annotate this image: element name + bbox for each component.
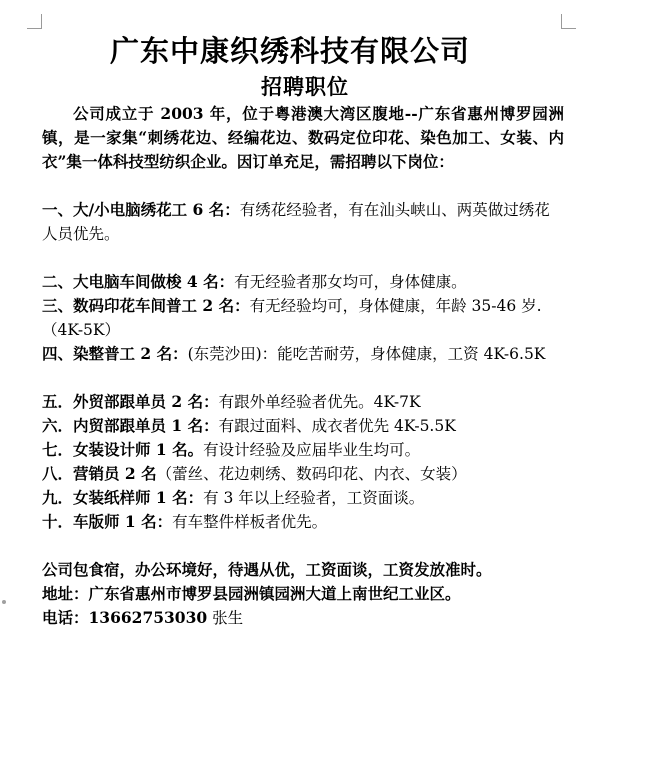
spacer — [42, 366, 564, 390]
spacer — [42, 246, 564, 270]
position-desc: 有车整件样板者优先。 — [172, 513, 328, 531]
address-value: 广东省惠州市博罗县园洲镇园洲大道上南世纪工业区。 — [88, 584, 461, 603]
page-heading: 招聘职位 — [261, 74, 349, 99]
position-title: 九．女装纸样师 1 名： — [42, 488, 204, 507]
position-title: 三、数码印花车间普工 2 名： — [42, 296, 250, 315]
crop-mark-top-left — [27, 14, 42, 29]
address-line — [42, 582, 564, 606]
position-desc: 有无经验均可，身体健康，年龄 35-46 岁.（4K-5K） — [42, 297, 542, 339]
position-desc: (东莞沙田)：能吃苦耐劳，身体健康，工资 4K-6.5K — [187, 345, 546, 363]
position-item — [42, 438, 564, 462]
address-label: 地址： — [42, 584, 89, 603]
position-title: 十．车版师 1 名： — [42, 512, 173, 531]
position-title: 四、染整普工 2 名： — [42, 344, 188, 363]
position-desc: （蕾丝、花边刺绣、数码印花、内衣、女装） — [156, 465, 467, 483]
position-title: 五．外贸部跟单员 2 名： — [42, 392, 219, 411]
document-body — [42, 102, 564, 630]
position-desc: 有 3 年以上经验者，工资面谈。 — [203, 489, 425, 507]
company-title: 广东中康织绣科技有限公司 — [109, 34, 470, 68]
position-item — [42, 510, 564, 534]
position-item — [42, 342, 564, 366]
position-desc: 有无经验者那女均可，身体健康。 — [234, 273, 467, 291]
position-title: 一、大/小电脑绣花工 6 名： — [42, 200, 240, 219]
position-item — [42, 198, 564, 246]
spacer — [42, 534, 564, 558]
position-item — [42, 294, 564, 342]
contact-name: 张生 — [212, 609, 244, 627]
benefits-text: 公司包食宿，办公环境好，待遇从优，工资面谈，工资发放准时。 — [42, 560, 492, 579]
position-desc: 有跟外单经验者优先。4K-7K — [218, 393, 421, 411]
margin-marker-icon — [2, 600, 6, 604]
position-title: 七．女装设计师 1 名。 — [42, 440, 204, 459]
position-title: 二、大电脑车间做梭 4 名： — [42, 272, 235, 291]
crop-mark-top-right — [561, 14, 576, 29]
position-desc: 有设计经验及应届毕业生均可。 — [203, 441, 421, 459]
phone-number: 13662753030 — [88, 608, 208, 627]
position-desc: 有跟过面料、成衣者优先 4K-5.5K — [218, 417, 456, 435]
position-item — [42, 462, 564, 486]
position-title: 六．内贸部跟单员 1 名： — [42, 416, 219, 435]
spacer — [42, 174, 564, 198]
phone-line — [42, 606, 564, 630]
position-desc: 有绣花经验者，有在汕头峡山、两英做过绣花人员优先。 — [42, 201, 550, 243]
intro-paragraph: 公司成立于 2003 年，位于粤港澳大湾区腹地--广东省惠州博罗园洲镇，是一家集“刺绣花边、经编花边、数码定位印花、染色加工、女装、内衣”集一体科技型纺织企业。因订单充足，需招聘以下岗位： — [42, 104, 564, 171]
position-item — [42, 270, 564, 294]
position-item — [42, 390, 564, 414]
position-item — [42, 414, 564, 438]
position-item — [42, 486, 564, 510]
position-title: 八．营销员 2 名 — [42, 464, 157, 483]
phone-label: 电话： — [42, 608, 89, 627]
